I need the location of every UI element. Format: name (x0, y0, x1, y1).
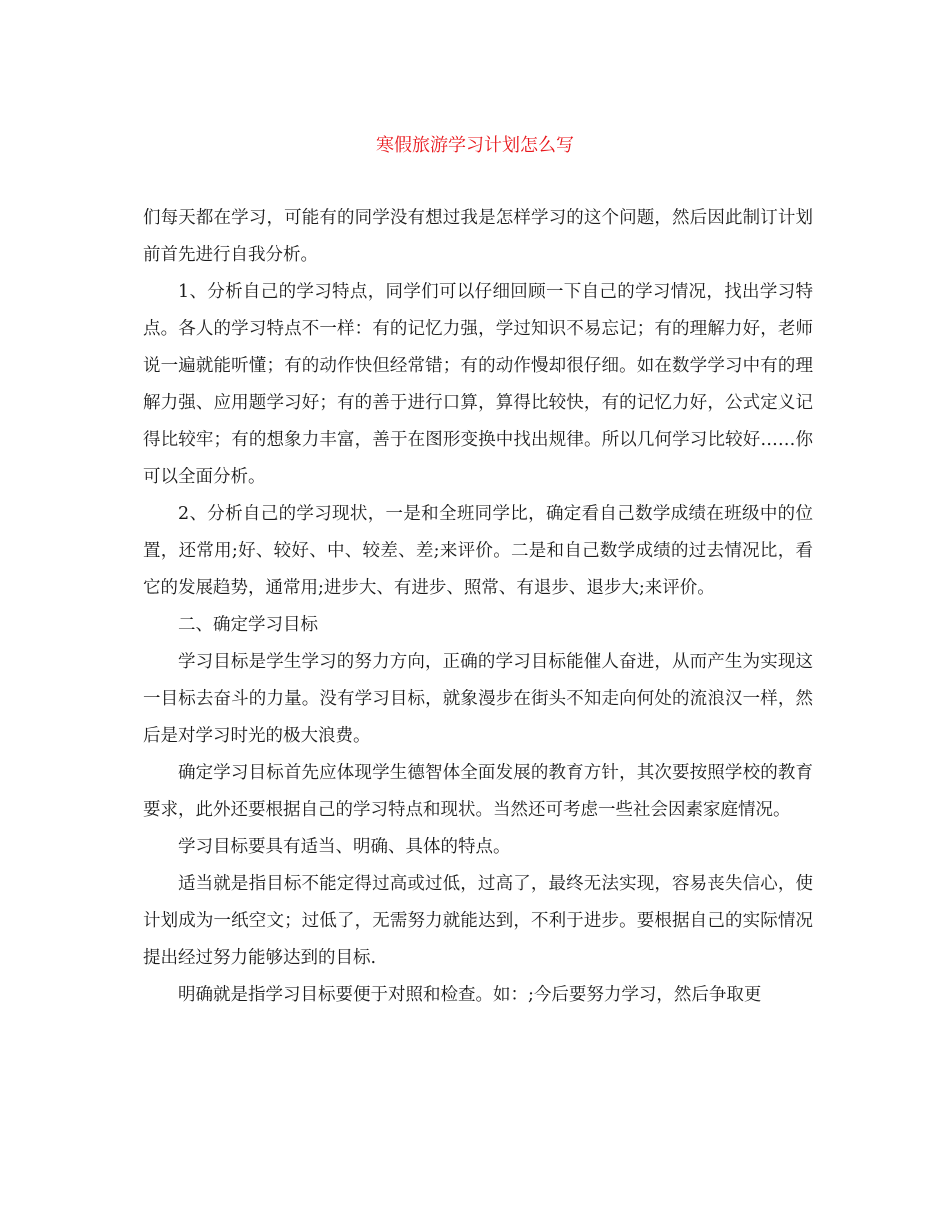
paragraph-goal-features: 学习目标要具有适当、明确、具体的特点。 (178, 837, 511, 857)
section-heading-goals: 二、确定学习目标 (178, 615, 318, 635)
paragraph-learning-traits: 1、分析自己的学习特点，同学们可以仔细回顾一下自己的学习情况，找出学习特点。各人的学习特点不一样：有的记忆力强，学过知识不易忘记；有的理解力好，老师说一遍就能听懂；有的动作快但经常错；有的动作慢却很仔细。如在数学学习中有的理解力强、应用题学习好；有的善于进行口算，算得比较快，有的记忆力好，公式定义记得比较牢；有的想象力丰富，善于在图形变换中找出规律。所以几何学习比较好……你可以全面分析。 (143, 282, 813, 487)
paragraph-learning-status: 2、分析自己的学习现状，一是和全班同学比，确定看自己数学成绩在班级中的位置，还常用;好、较好、中、较差、差;来评价。二是和自己数学成绩的过去情况比，看它的发展趋势，通常用;进步大、有进步、照常、有退步、退步大;来评价。 (143, 504, 813, 598)
document-body (143, 200, 813, 1014)
paragraph-intro: 们每天都在学习，可能有的同学没有想过我是怎样学习的这个问题，然后因此制订计划前首先进行自我分析。 (143, 208, 813, 265)
paragraph-goal-clear: 明确就是指学习目标要便于对照和检查。如：;今后要努力学习，然后争取更 (178, 985, 762, 1005)
document-title: 寒假旅游学习计划怎么写 (376, 135, 574, 156)
paragraph-goal-basis: 确定学习目标首先应体现学生德智体全面发展的教育方针，其次要按照学校的教育要求，此外还要根据自己的学习特点和现状。当然还可考虑一些社会因素家庭情况。 (143, 763, 813, 820)
paragraph-goal-appropriate: 适当就是指目标不能定得过高或过低，过高了，最终无法实现，容易丧失信心，使计划成为一纸空文；过低了，无需努力就能达到，不利于进步。要根据自己的实际情况提出经过努力能够达到的目标. (143, 874, 813, 968)
paragraph-goal-importance: 学习目标是学生学习的努力方向，正确的学习目标能催人奋进，从而产生为实现这一目标去奋斗的力量。没有学习目标，就象漫步在街头不知走向何处的流浪汉一样，然后是对学习时光的极大浪费。 (143, 652, 813, 746)
